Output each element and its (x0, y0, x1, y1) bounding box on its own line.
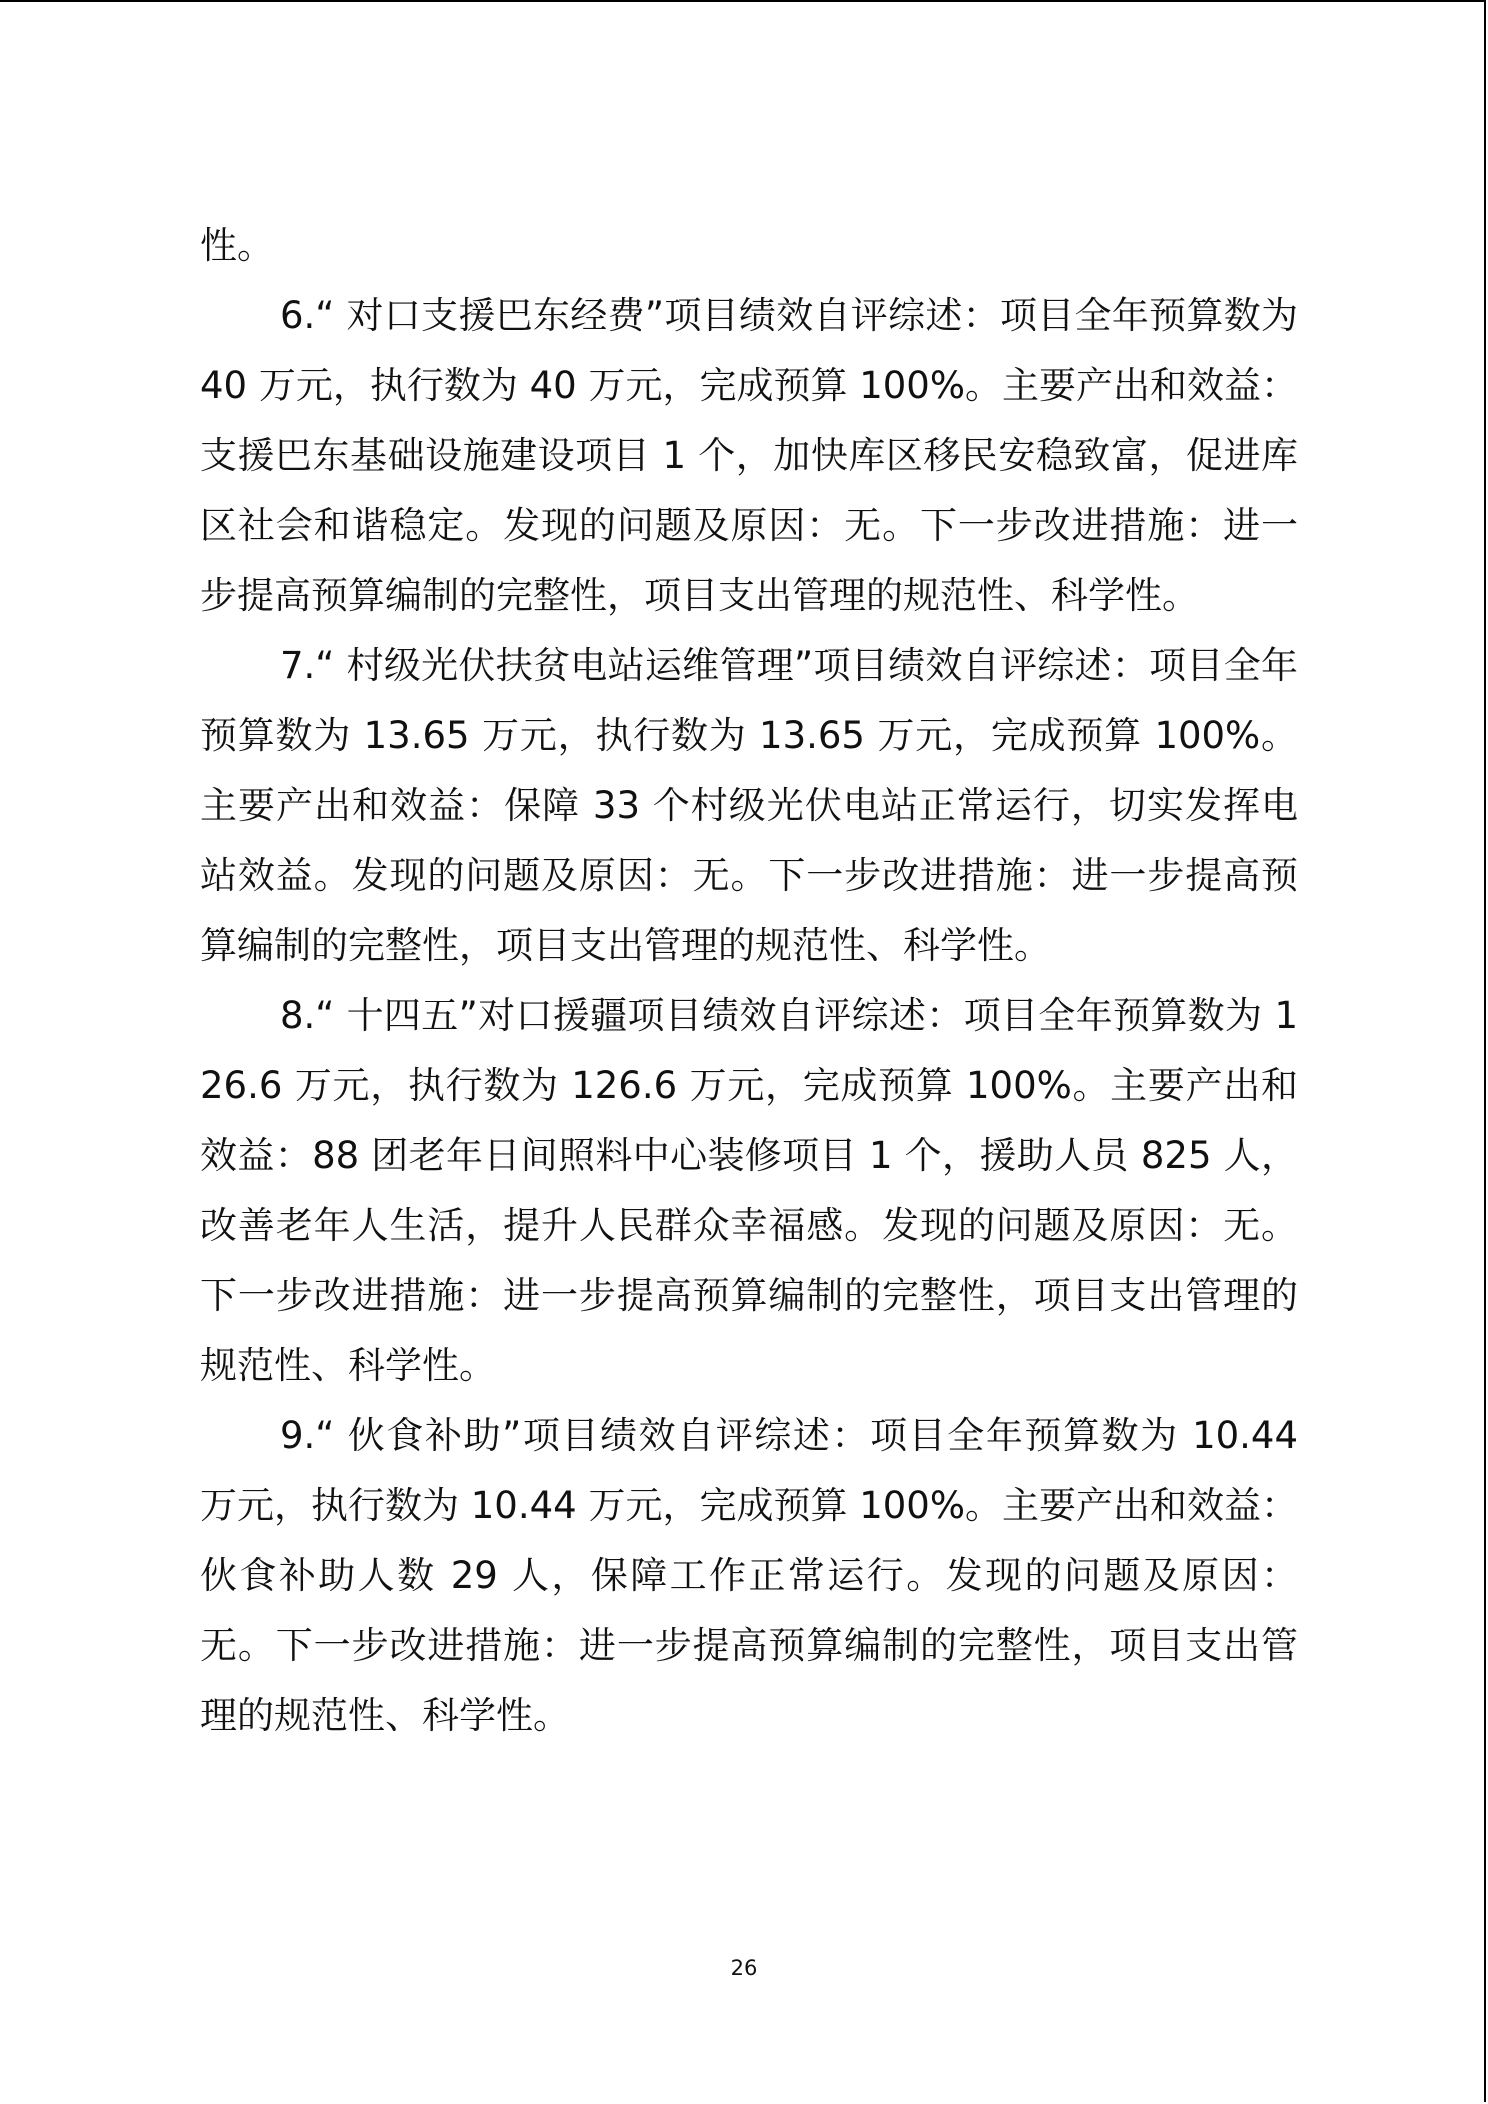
paragraph-item-7: 7.“ 村级光伏扶贫电站运维管理”项目绩效自评综述：项目全年预算数为 13.65 万元，执行数为 13.65 万元，完成预算 100%。主要产出和效益：保障 33 个村级光伏电站正常运行，切实发挥电站效益。发现的问题及原因：无。下一步改进措施：进一步提高预算编制的完整性，项目支出管理的规范性、科学性。 (200, 644, 1298, 967)
paragraph-item-8: 8.“ 十四五”对口援疆项目绩效自评综述：项目全年预算数为 126.6 万元，执行数为 126.6 万元，完成预算 100%。主要产出和效益：88 团老年日间照料中心装修项目 1 个，援助人员 825 人，改善老年人生活，提升人民群众幸福感。发现的问题及原因：无。下一步改进措施：进一步提高预算编制的完整性，项目支出管理的规范性、科学性。 (200, 994, 1298, 1387)
paragraph-item-6: 6.“ 对口支援巴东经费”项目绩效自评综述：项目全年预算数为 40 万元，执行数为 40 万元，完成预算 100%。主要产出和效益：支援巴东基础设施建设项目 1 个，加快库区移民安稳致富，促进库区社会和谐稳定。发现的问题及原因：无。下一步改进措施：进一步提高预算编制的完整性，项目支出管理的规范性、科学性。 (200, 294, 1299, 617)
page-number: 26 (730, 1956, 758, 1980)
document-body (200, 211, 1298, 1751)
paragraph-item-9: 9.“ 伙食补助”项目绩效自评综述：项目全年预算数为 10.44 万元，执行数为 10.44 万元，完成预算 100%。主要产出和效益：伙食补助人数 29 人，保障工作正常运行。发现的问题及原因：无。下一步改进措施：进一步提高预算编制的完整性，项目支出管理的规范性、科学性。 (200, 1414, 1298, 1737)
paragraph-continuation: 性。 (200, 224, 274, 267)
